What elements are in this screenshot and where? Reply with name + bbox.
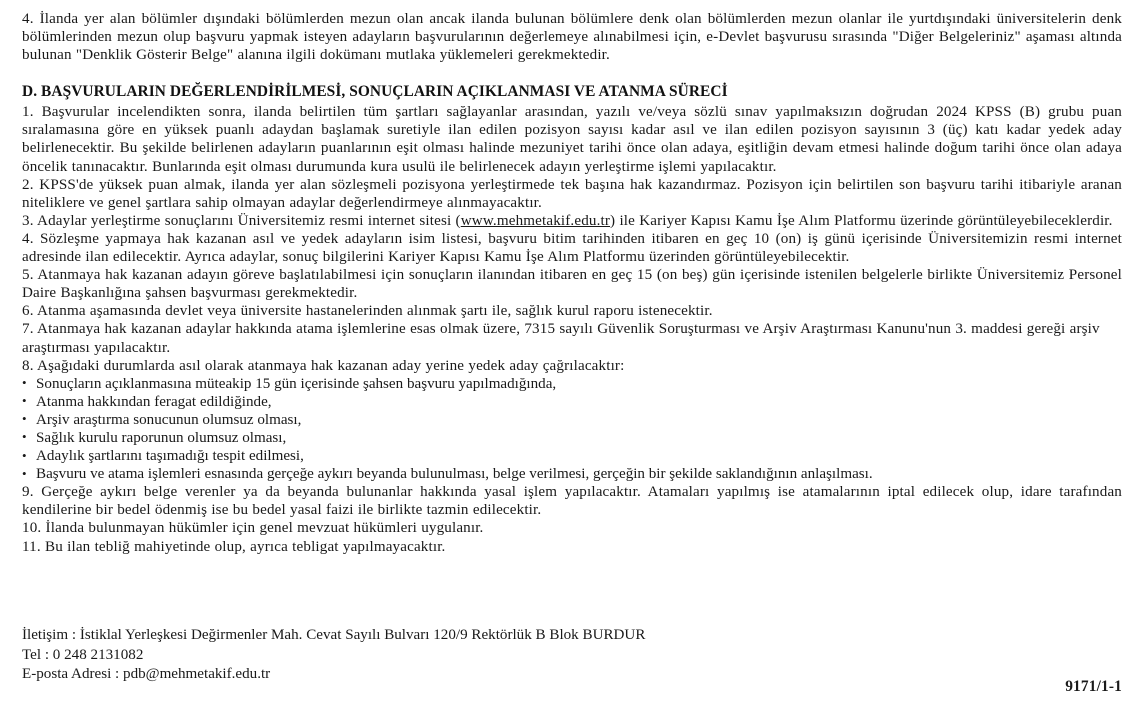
contact-address: İletişim : İstiklal Yerleşkesi Değirmenler Mah. Cevat Sayılı Bulvarı 120/9 Rektörlük B Blok BURDUR bbox=[22, 627, 646, 643]
contact-phone: Tel : 0 248 2131082 bbox=[22, 646, 144, 663]
section-heading-d: D. BAŞVURULARIN DEĞERLENDİRİLMESİ, SONUÇLARIN AÇIKLANMASI VE ATANMA SÜRECİ bbox=[22, 83, 728, 101]
item-4-paragraph: 4. Sözleşme yapmaya hak kazanan asıl ve yedek adayların isim listesi, başvuru bitim tarihinden itibaren en geç 10 (on) iş günü içerisinde Üniversitemizin resmi internet adresinde ilan edilecektir. Ayrıca adaylar, sonuç bilgilerini Kariyer Kapısı Kamu İşe Alım Platformu üzerinden görüntüleyebilecektir. bbox=[22, 230, 1122, 266]
list-item bbox=[22, 266, 1122, 302]
list-item: • Arşiv araştırma sonucunun olumsuz olması, bbox=[22, 411, 1122, 429]
list-item bbox=[22, 302, 1122, 320]
bullet-conditions-list bbox=[22, 375, 1122, 484]
gazette-reference-code: 9171/1-1 bbox=[1065, 678, 1122, 695]
list-item bbox=[22, 176, 1122, 212]
list-item: • Sağlık kurulu raporunun olumsuz olması, bbox=[22, 429, 1122, 447]
item-3-text-after-link: ) ile Kariyer Kapısı Kamu İşe Alım Platformu üzerinde görüntüleyebileceklerdir. bbox=[610, 212, 1113, 229]
list-item bbox=[22, 483, 1122, 519]
list-item bbox=[22, 230, 1122, 266]
contact-block bbox=[22, 626, 922, 685]
item-7-paragraph: 7. Atanmaya hak kazanan adaylar hakkında atama işlemlerine esas olmak üzere, 7315 sayılı Güvenlik Soruşturması ve Arşiv Araştırması Kanunu'nun 3. maddesi gereği arşiv araştırması yapılacaktır. bbox=[22, 321, 1100, 356]
item-11-paragraph: 11. Bu ilan tebliğ mahiyetinde olup, ayrıca tebligat yapılmayacaktır. bbox=[22, 538, 446, 555]
list-item: • Başvuru ve atama işlemleri esnasında gerçeğe aykırı beyanda bulunulması, belge verilmesi, gerçeğin bir şekilde saklandığının anlaşılması. bbox=[22, 465, 1122, 483]
list-item bbox=[22, 519, 1122, 537]
item-3-text-before-link: 3. Adaylar yerleştirme sonuçlarını Üniversitemiz resmi internet sitesi ( bbox=[22, 212, 461, 229]
item-3-paragraph bbox=[22, 212, 1122, 230]
item-10-paragraph: 10. İlanda bulunmayan hükümler için genel mevzuat hükümleri uygulanır. bbox=[22, 520, 484, 537]
intro-paragraph-item-4: 4. İlanda yer alan bölümler dışındaki bölümlerden mezun olan ancak ilanda bulunan bölümlere denk olan bölümlerden mezun olanlar ile yurtdışındaki üniversitelerin denk bölümlerinden mezun olup başvuru yapmak isteyen adayların başvurularının değerlemeye alınabilmesi için, e-Devlet başvurusu sırasında "Diğer Belgeleriniz" aşaması altında bulunan "Denklik Gösterir Belge" alanına ilgili dokümanı mutlaka yüklemeleri gerekmektedir. bbox=[22, 11, 1122, 64]
list-item: • Atanma hakkından feragat edildiğinde, bbox=[22, 393, 1122, 411]
list-item: • Sonuçların açıklanmasına müteakip 15 gün içerisinde şahsen başvuru yapılmadığında, bbox=[22, 375, 1122, 393]
item-5-paragraph: 5. Atanmaya hak kazanan adayın göreve başlatılabilmesi için sonuçların ilanından itibaren en geç 15 (on beş) gün içerisinde istenilen belgelerle birlikte Üniversitemiz Personel Daire Başkanlığına şahsen başvurması gerekmektedir. bbox=[22, 267, 1122, 302]
numbered-items-list bbox=[22, 103, 1122, 374]
university-website-link[interactable]: www.mehmetakif.edu.tr bbox=[460, 212, 611, 229]
list-item bbox=[22, 103, 1122, 175]
item-6-paragraph: 6. Atanma aşamasında devlet veya üniversite hastanelerinden alınmak şartı ile, sağlık kurul raporu istenecektir. bbox=[22, 303, 713, 320]
item-8-paragraph: 8. Aşağıdaki durumlarda asıl olarak atanmaya hak kazanan aday yerine yedek aday çağrılacaktır: bbox=[22, 357, 625, 374]
item-2-paragraph: 2. KPSS'de yüksek puan almak, ilanda yer alan sözleşmeli pozisyona yerleştirmede tek başına hak kazandırmaz. Pozisyon için belirtilen son başvuru tarihi itibariyle aranan niteliklere ve genel şartlara sahip olmayan adaylar değerlendirmeye alınmayacaktır. bbox=[22, 176, 1122, 211]
numbered-items-tail-list bbox=[22, 483, 1122, 555]
item-9-paragraph: 9. Gerçeğe aykırı belge verenler ya da beyanda bulunanlar hakkında yasal işlem yapılacaktır. Atamaları yapılmış ise atamalarının iptal edilecek olup, idare tarafından kendilerine bir bedel ödenmiş ise bu bedel yasal faizi ile birlikte tazmin edilecektir. bbox=[22, 484, 1122, 519]
list-item bbox=[22, 538, 1122, 556]
item-1-paragraph: 1. Başvurular incelendikten sonra, ilanda belirtilen tüm şartları sağlayanlar arasından, yazılı ve/veya sözlü sınav yapılmaksızın doğrudan 2024 KPSS (B) grubu puan sıralamasına göre en yüksek puanlı adaydan başlamak suretiyle ilan edilen pozisyon sayısı kadar asıl ve ilan edilen pozisyon sayısının 3 (üç) katı kadar yedek aday belirlenecektir. Bu şekilde belirlenen adayların puanlarının eşit olması halinde mezuniyet tarihi önce olan adaya, eşitliğin devam etmesi halinde doğum tarihi önce olan adaya öncelik tanınacaktır. Bunlarında eşit olması durumunda kura usulü ile belirlenecek adayın yerleştirme işlemi yapılacaktır. bbox=[22, 104, 1122, 175]
list-item bbox=[22, 357, 1122, 375]
list-item bbox=[22, 320, 1122, 356]
list-item: • Adaylık şartlarını taşımadığı tespit edilmesi, bbox=[22, 447, 1122, 465]
contact-email: E-posta Adresi : pdb@mehmetakif.edu.tr bbox=[22, 666, 271, 683]
list-item bbox=[22, 212, 1122, 230]
